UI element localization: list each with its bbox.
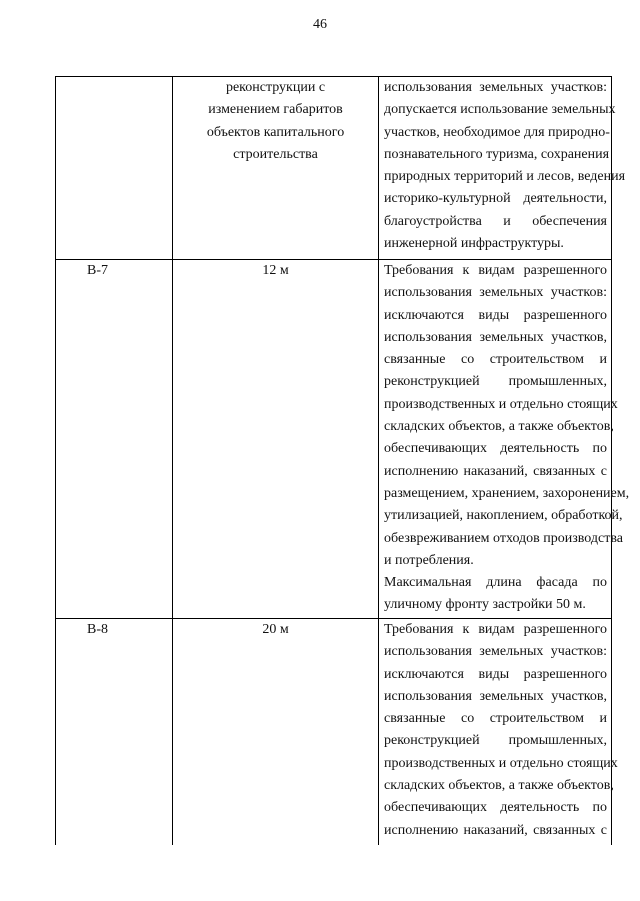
requirements-line: историко-культурной деятельности, — [384, 191, 607, 207]
requirements-line: исключаются виды разрешенного — [384, 307, 607, 323]
table-row — [56, 260, 612, 619]
requirements-line: размещением, хранением, захоронением, — [384, 485, 630, 501]
requirements-line: использования земельных участков: — [384, 285, 607, 301]
requirements-line: связанные со строительством и — [384, 711, 607, 727]
requirements-line: исключаются виды разрешенного — [384, 666, 607, 682]
requirements-line: и потребления. — [384, 552, 474, 568]
requirements-line: участков, необходимое для природно- — [384, 124, 610, 140]
zone-code-cell: В-8 — [56, 619, 173, 846]
requirements-line: обеспечивающих деятельность по — [384, 800, 607, 816]
page-number: 46 — [313, 17, 327, 32]
requirements-line: утилизацией, накоплением, обработкой, — [384, 508, 623, 524]
requirements-line: природных территорий и лесов, ведения — [384, 169, 626, 185]
zoning-table — [55, 76, 630, 845]
height-cell — [173, 77, 379, 260]
requirements-line: Требования к видам разрешенного — [384, 622, 607, 637]
requirements-line: использования земельных участков: — [384, 80, 607, 95]
table-row — [56, 77, 612, 260]
requirements-line: Требования к видам разрешенного — [384, 263, 607, 278]
requirements-cell — [379, 619, 618, 846]
requirements-line: обеспечивающих деятельность по — [384, 441, 607, 457]
zone-code-cell: В-7 — [56, 260, 173, 619]
requirements-line: благоустройства и обеспечения — [384, 213, 607, 229]
height-line: строительства — [233, 146, 318, 162]
requirements-line: реконструкцией промышленных, — [384, 374, 607, 390]
height-line: реконструкции с — [225, 80, 326, 95]
requirements-line: Максимальная длина фасада по — [384, 575, 607, 591]
requirements-line: использования земельных участков: — [384, 644, 607, 660]
table-row — [56, 619, 612, 846]
requirements-line: производственных и отдельно стоящих — [384, 755, 618, 771]
requirements-line: складских объектов, а также объектов, — [384, 419, 614, 435]
requirements-line: познавательного туризма, сохранения — [384, 146, 610, 162]
height-line: объектов капитального — [206, 124, 345, 140]
height-cell — [173, 260, 379, 619]
requirements-line: связанные со строительством и — [384, 352, 607, 368]
requirements-line: использования земельных участков, — [384, 688, 607, 704]
requirements-line: исполнению наказаний, связанных с — [384, 463, 607, 479]
height-cell — [173, 619, 379, 846]
requirements-cell — [379, 260, 630, 619]
requirements-line: уличному фронту застройки 50 м. — [384, 597, 586, 613]
requirements-line: использования земельных участков, — [384, 329, 607, 345]
height-line: изменением габаритов — [208, 102, 343, 118]
zone-code-cell — [56, 77, 173, 260]
requirements-line: реконструкцией промышленных, — [384, 733, 607, 749]
requirements-line: складских объектов, а также объектов, — [384, 778, 614, 794]
requirements-line: производственных и отдельно стоящих — [384, 396, 618, 412]
requirements-cell — [379, 77, 626, 260]
height-line: 20 м — [262, 622, 289, 637]
requirements-line: обезвреживанием отходов производства — [384, 530, 623, 546]
height-line: 12 м — [262, 263, 289, 278]
requirements-line: допускается использование земельных — [384, 102, 616, 118]
requirements-line: инженерной инфраструктуры. — [384, 236, 564, 252]
requirements-line: исполнению наказаний, связанных с — [384, 822, 607, 838]
